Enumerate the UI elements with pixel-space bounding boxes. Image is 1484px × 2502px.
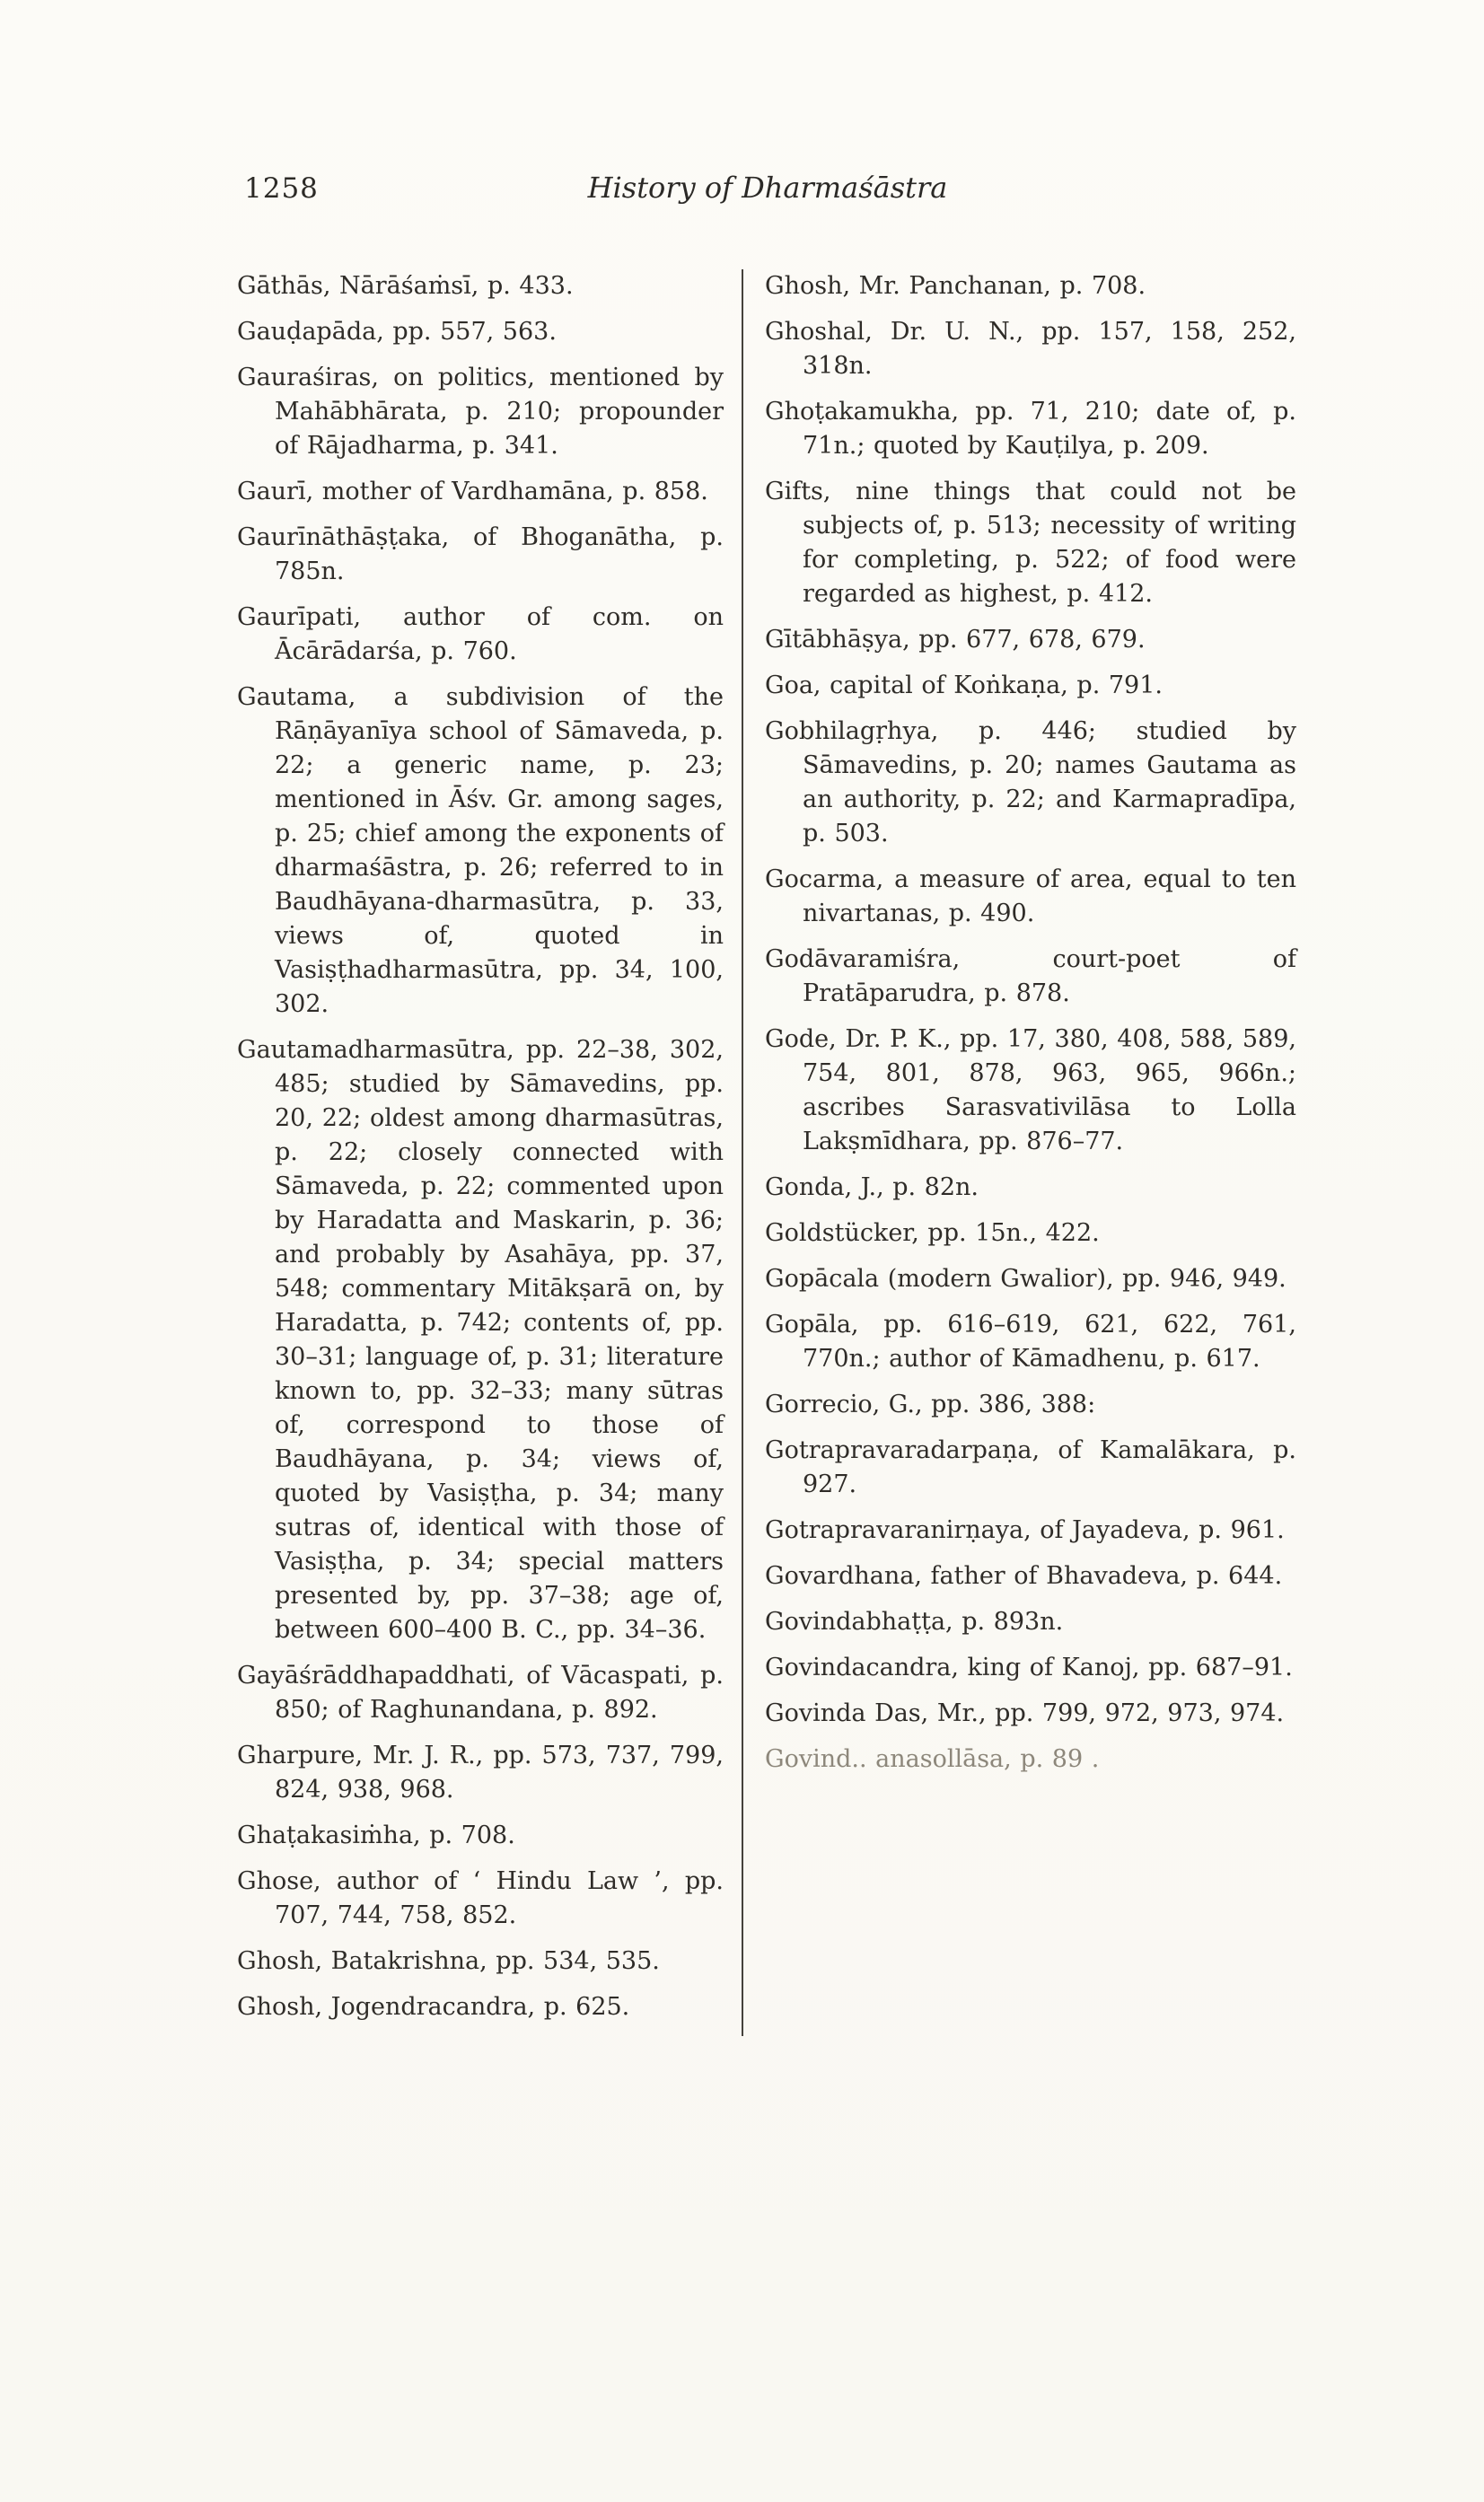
index-entry: Godāvaramiśra, court-poet of Pratāparudra, p. 878. <box>765 945 1296 1007</box>
column-rule <box>742 269 743 2036</box>
index-entry: Gayāśrāddhapaddhati, of Vācaspati, p. 850; of Raghunandana, p. 892. <box>237 1662 724 1724</box>
index-entry: Govindacandra, king of Kanoj, pp. 687–91. <box>765 1654 1293 1681</box>
index-entry: Gotrapravaranirṇaya, of Jayadeva, p. 961. <box>765 1516 1285 1544</box>
index-entry: Gauḍapāda, pp. 557, 563. <box>237 318 557 346</box>
index-entry: Goa, capital of Koṅkaṇa, p. 791. <box>765 672 1163 699</box>
index-text-block <box>237 269 1296 2036</box>
index-entry: Ghoshal, Dr. U. N., pp. 157, 158, 252, 318n. <box>765 318 1296 380</box>
index-entry: Gautama, a subdivision of the Rāṇāyanīya school of Sāmaveda, p. 22; a generic name, p. 23; mentioned in Āśv. Gr. among sages, p. 25; chief among the exponents of dharmaśāstra, p. 26; referred to in Baudhāyana-dharmasūtra, p. 33, views of, quoted in Vasiṣṭhadharmasūtra, pp. 34, 100, 302. <box>237 683 724 1018</box>
index-entry: Gaurīnāthāṣṭaka, of Bhoganātha, p. 785n. <box>237 523 724 585</box>
index-entry: Ghaṭakasiṁha, p. 708. <box>237 1822 515 1849</box>
index-column-left <box>237 269 724 2036</box>
index-entry: Gopāla, pp. 616–619, 621, 622, 761, 770n.; author of Kāmadhenu, p. 617. <box>765 1311 1296 1373</box>
index-entry: Ghoṭakamukha, pp. 71, 210; date of, p. 71n.; quoted by Kauṭilya, p. 209. <box>765 398 1296 460</box>
index-entry: Gaurī, mother of Vardhamāna, p. 858. <box>237 478 708 505</box>
index-entry: Gopācala (modern Gwalior), pp. 946, 949. <box>765 1265 1286 1293</box>
index-entry: Gāthās, Nārāśaṁsī, p. 433. <box>237 272 574 300</box>
page-title: History of Dharmaśāstra <box>587 171 948 205</box>
index-entry: Gode, Dr. P. K., pp. 17, 380, 408, 588, 589, 754, 801, 878, 963, 965, 966n.; ascribes Sarasvativilāsa to Lolla Lakṣmīdhara, pp. 876–77. <box>765 1025 1296 1155</box>
index-entry: Gorrecio, G., pp. 386, 388: <box>765 1391 1096 1418</box>
index-entry: Gobhilagṛhya, p. 446; studied by Sāmavedins, p. 20; names Gautama as an authority, p. 22; and Karmapradīpa, p. 503. <box>765 717 1296 847</box>
index-entry: Gautamadharmasūtra, pp. 22–38, 302, 485; studied by Sāmavedins, pp. 20, 22; oldest among dharmasūtras, p. 22; closely connected with Sāmaveda, p. 22; commented upon by Haradatta and Maskarin, p. 36; and probably by Asahāya, pp. 37, 548; commentary Mitākṣarā on, by Haradatta, p. 742; contents of, pp. 30–31; language of, p. 31; literature known to, pp. 32–33; many sūtras of, correspond to those of Baudhāyana, p. 34; views of, quoted by Vasiṣṭha, p. 34; many sutras of, identical with those of Vasiṣṭha, p. 34; special matters presented by, pp. 37–38; age of, between 600–400 B. C., pp. 34–36. <box>237 1036 724 1644</box>
page-number: 1258 <box>244 172 319 205</box>
index-entry: Govind.. anasollāsa, p. 89 . <box>765 1745 1100 1773</box>
index-entry: Ghose, author of ‘ Hindu Law ’, pp. 707, 744, 758, 852. <box>237 1867 724 1929</box>
index-entry: Govinda Das, Mr., pp. 799, 972, 973, 974. <box>765 1699 1285 1727</box>
index-entry: Gauraśiras, on politics, mentioned by Mahābhārata, p. 210; propounder of Rājadharma, p. 341. <box>237 364 724 460</box>
index-entry: Gaurīpati, author of com. on Ācārādarśa, p. 760. <box>237 603 724 665</box>
index-entry: Ghosh, Mr. Panchanan, p. 708. <box>765 272 1146 300</box>
index-entry: Govardhana, father of Bhavadeva, p. 644. <box>765 1562 1283 1590</box>
index-entry: Ghosh, Batakrishna, pp. 534, 535. <box>237 1947 660 1975</box>
index-entry: Goldstücker, pp. 15n., 422. <box>765 1219 1100 1247</box>
index-entry: Ghosh, Jogendracandra, p. 625. <box>237 1993 630 2021</box>
index-entry: Gonda, J., p. 82n. <box>765 1173 979 1201</box>
index-entry: Gharpure, Mr. J. R., pp. 573, 737, 799, 824, 938, 968. <box>237 1742 724 1804</box>
index-entry: Gotrapravaradarpaṇa, of Kamalākara, p. 927. <box>765 1436 1296 1498</box>
index-column-right <box>765 269 1296 2036</box>
index-entry: Gifts, nine things that could not be subjects of, p. 513; necessity of writing for completing, p. 522; of food were regarded as highest, p. 412. <box>765 478 1296 608</box>
index-entry: Gītābhāṣya, pp. 677, 678, 679. <box>765 626 1146 654</box>
index-entry: Govindabhaṭṭa, p. 893n. <box>765 1608 1064 1636</box>
index-entry: Gocarma, a measure of area, equal to ten nivartanas, p. 490. <box>765 865 1296 927</box>
